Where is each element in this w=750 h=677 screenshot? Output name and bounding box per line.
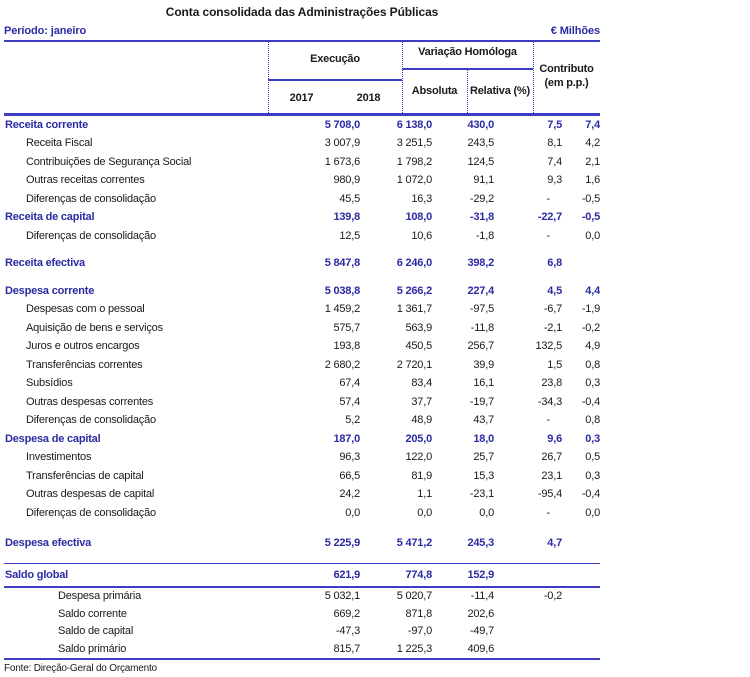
cell-contributo: 0,3 [585,432,600,445]
cell-absoluta: 243,5 [467,137,494,150]
page-title: Conta consolidada das Administrações Públicas [165,5,439,19]
cell-relativa: 132,5 [535,340,562,353]
cell-absoluta: 91,1 [473,174,494,187]
cell-contributo [562,535,600,554]
cell-contributo: -0,2 [581,321,600,334]
cell-absoluta: -1,8 [475,229,494,242]
table-row [4,504,600,523]
spacer-cell [4,523,600,535]
cell-2018: 48,9 [411,414,432,427]
row-label: Outras despesas de capital [26,488,155,501]
cell-absoluta: 245,3 [467,537,494,550]
cell-2018: 37,7 [411,395,432,408]
table-row [4,209,600,228]
fiscal-table [4,116,600,660]
cell-relativa: -95,4 [537,488,562,501]
cell-2018: 122,0 [405,451,432,464]
cell-2018: 1 072,0 [396,174,432,187]
cell-contributo: 7,4 [585,118,600,131]
cell-contributo [562,641,600,660]
cell-2018: 1 225,3 [396,642,432,655]
cell-2017: 980,9 [333,174,360,187]
table-body [4,116,600,659]
cell-absoluta: 15,3 [473,469,494,482]
cell-absoluta: -49,7 [469,625,494,638]
row-label: Receita corrente [5,118,89,131]
cell-2018: 1 798,2 [396,155,432,168]
table-row [4,116,600,135]
spacer-row [4,553,600,564]
cell-relativa: 8,1 [547,137,562,150]
spacer-cell [4,246,600,255]
cell-2018: 1 361,7 [396,303,432,316]
table-row [4,623,600,641]
cell-2017: 621,9 [266,564,360,588]
unit-label: € Milhões [550,25,600,37]
cell-relativa: - [546,414,550,427]
table-row [4,606,600,624]
cell-contributo: 0,3 [585,377,600,390]
cell-contributo: 0,0 [585,229,600,242]
table-row [4,375,600,394]
cell-2018: 2 720,1 [396,358,432,371]
row-label: Subsídios [26,377,73,390]
execucao-underline [268,79,402,81]
cell-absoluta: 18,0 [473,432,494,445]
cell-relativa: -0,2 [543,590,562,603]
cell-2017: 12,5 [339,229,360,242]
spacer-row [4,246,600,255]
cell-contributo [562,623,600,641]
cell-absoluta: 16,1 [473,377,494,390]
table-row [4,587,600,606]
cell-contributo: 1,6 [585,174,600,187]
cell-2017: 669,2 [333,607,360,620]
row-label: Diferenças de consolidação [26,229,156,242]
cell-relativa: - [546,229,550,242]
cell-2017: 1 459,2 [324,303,360,316]
cell-2018: 108,0 [405,211,432,224]
cell-2017: 66,5 [339,469,360,482]
cell-2018: 16,3 [411,192,432,205]
cell-absoluta: 124,5 [467,155,494,168]
cell-contributo [562,564,600,588]
cell-2017: 96,3 [339,451,360,464]
cell-contributo: 4,9 [585,340,600,353]
cell-2018: 3 251,5 [396,137,432,150]
cell-2018: 774,8 [360,564,432,588]
period-label: Período: janeiro [4,25,87,37]
table-row [4,135,600,154]
row-label: Diferenças de consolidação [26,192,156,205]
spacer-row [4,523,600,535]
cell-2017: 0,0 [345,506,360,519]
cell-2017: 187,0 [333,432,360,445]
cell-relativa: 7,5 [547,118,562,131]
cell-absoluta: -97,5 [469,303,494,316]
row-label: Despesa efectiva [5,537,92,550]
cell-relativa: 7,4 [547,155,562,168]
cell-contributo: 4,4 [585,284,600,297]
cell-2017: 1 673,6 [324,155,360,168]
table-row [4,564,600,588]
cell-relativa: 6,8 [547,257,562,270]
table-row [4,255,600,274]
row-label: Receita efectiva [5,257,85,270]
cell-absoluta: 0,0 [479,506,494,519]
spacer-row [4,273,600,282]
cell-2018: 0,0 [417,506,432,519]
cell-contributo [562,587,600,606]
table-row [4,172,600,191]
cell-2017: 139,8 [333,211,360,224]
cell-absoluta: 202,6 [467,607,494,620]
cell-absoluta: 43,7 [473,414,494,427]
cell-2018: 81,9 [411,469,432,482]
row-label: Juros e outros encargos [26,340,140,353]
cell-2018: 871,8 [405,607,432,620]
cell-2017: -47,3 [335,625,360,638]
row-label: Despesa corrente [5,284,95,297]
cell-relativa: 26,7 [541,451,562,464]
cell-relativa: - [546,506,550,519]
cell-absoluta: 409,6 [467,642,494,655]
cell-absoluta: 25,7 [473,451,494,464]
cell-absoluta: -19,7 [469,395,494,408]
table-row [4,393,600,412]
header-contributo-line2: (em p.p.) [544,77,589,89]
cell-relativa: 9,3 [547,174,562,187]
period-bar [4,25,600,42]
row-label: Despesa de capital [5,432,101,445]
cell-2018: 6 246,0 [396,257,432,270]
table-row [4,227,600,246]
cell-2017: 45,5 [339,192,360,205]
report-content [4,0,600,674]
row-label: Aquisição de bens e serviços [26,321,163,334]
table-row [4,319,600,338]
cell-absoluta: -23,1 [469,488,494,501]
cell-2018: 5 471,2 [396,537,432,550]
cell-2018: 83,4 [411,377,432,390]
cell-absoluta: 430,0 [467,118,494,131]
cell-2018: 563,9 [405,321,432,334]
cell-relativa: 4,7 [547,537,562,550]
header-year-2018: 2018 [356,92,381,104]
cell-relativa: 4,5 [547,284,562,297]
cell-relativa [494,623,562,641]
header-contributo-line1: Contributo [539,63,594,75]
variacao-underline [402,68,533,70]
table-row [4,449,600,468]
cell-absoluta: 227,4 [467,284,494,297]
header-relativa: Relativa (%) [470,85,530,97]
cell-contributo [562,255,600,274]
table-row [4,412,600,431]
cell-contributo: -0,5 [581,192,600,205]
cell-contributo: 0,0 [585,506,600,519]
table-row [4,430,600,449]
row-label: Receita de capital [5,211,95,224]
cell-relativa: - [546,192,550,205]
row-label: Saldo global [4,564,266,588]
row-label: Investimentos [26,451,92,464]
cell-contributo: -0,4 [581,395,600,408]
row-label: Receita Fiscal [26,137,93,150]
cell-relativa: -34,3 [537,395,562,408]
table-row [4,486,600,505]
cell-2017: 5 708,0 [324,118,360,131]
cell-2017: 5 038,8 [324,284,360,297]
cell-contributo: -0,4 [581,488,600,501]
cell-2018: 10,6 [411,229,432,242]
cell-2017: 5 225,9 [324,537,360,550]
cell-relativa: -2,1 [543,321,562,334]
cell-relativa [494,641,562,660]
cell-contributo: 0,3 [585,469,600,482]
table-row [4,282,600,301]
cell-relativa: 23,1 [541,469,562,482]
cell-relativa: -22,7 [537,211,562,224]
cell-2017: 24,2 [339,488,360,501]
cell-absoluta: 152,9 [432,564,494,588]
cell-contributo: 0,5 [585,451,600,464]
cell-2017: 5 032,1 [324,590,360,603]
table-row [4,467,600,486]
row-label: Despesa primária [58,590,142,603]
cell-contributo: 0,8 [585,414,600,427]
header-execucao: Execução [310,53,360,65]
row-label: Contribuições de Segurança Social [26,155,192,168]
row-label: Despesas com o pessoal [26,303,145,316]
cell-contributo [562,606,600,624]
cell-2017: 3 007,9 [324,137,360,150]
cell-2018: 1,1 [417,488,432,501]
row-label: Saldo de capital [58,625,134,638]
header-contributo [533,63,600,89]
cell-absoluta: 398,2 [467,257,494,270]
cell-absoluta: 39,9 [473,358,494,371]
table-row [4,190,600,209]
cell-2017: 193,8 [333,340,360,353]
cell-contributo: 4,2 [585,137,600,150]
cell-2017: 57,4 [339,395,360,408]
cell-relativa: 23,8 [541,377,562,390]
cell-relativa [494,606,562,624]
cell-2017: 5 847,8 [324,257,360,270]
table-row [4,153,600,172]
cell-absoluta: -11,4 [470,590,494,603]
table-row [4,338,600,357]
cell-absoluta: -29,2 [469,192,494,205]
cell-2017: 5,2 [345,414,360,427]
cell-relativa [494,564,562,588]
spacer-cell [4,553,600,564]
cell-2017: 815,7 [333,642,360,655]
cell-absoluta: 256,7 [467,340,494,353]
cell-2017: 2 680,2 [324,358,360,371]
source-note: Fonte: Direção-Geral do Orçamento [4,663,157,674]
row-label: Outras despesas correntes [26,395,154,408]
cell-2018: 6 138,0 [396,118,432,131]
cell-relativa: 9,6 [547,432,562,445]
cell-2017: 67,4 [339,377,360,390]
cell-2018: 450,5 [405,340,432,353]
table-row [4,535,600,554]
cell-absoluta: -31,8 [469,211,494,224]
table-header [4,42,600,116]
cell-contributo: -1,9 [581,303,600,316]
cell-2017: 575,7 [333,321,360,334]
table-row [4,356,600,375]
cell-2018: 205,0 [405,432,432,445]
row-label: Transferências de capital [26,469,144,482]
cell-absoluta: -11,8 [470,321,494,334]
table-row [4,641,600,660]
header-variacao-homologa: Variação Homóloga [418,46,517,58]
row-label: Saldo corrente [58,607,127,620]
row-label: Transferências correntes [26,358,143,371]
cell-2018: 5 266,2 [396,284,432,297]
cell-contributo: 0,8 [585,358,600,371]
spacer-cell [4,273,600,282]
cell-relativa: -6,7 [543,303,562,316]
row-label: Saldo primário [58,642,127,655]
row-label: Outras receitas correntes [26,174,145,187]
cell-contributo: 2,1 [585,155,600,168]
row-label: Diferenças de consolidação [26,414,156,427]
cell-relativa: 1,5 [547,358,562,371]
row-label: Diferenças de consolidação [26,506,156,519]
cell-contributo: -0,5 [581,211,600,224]
cell-2018: 5 020,7 [396,590,432,603]
cell-2018: -97,0 [407,625,432,638]
table-row [4,301,600,320]
header-absoluta: Absoluta [411,85,458,97]
header-year-2017: 2017 [289,92,314,104]
